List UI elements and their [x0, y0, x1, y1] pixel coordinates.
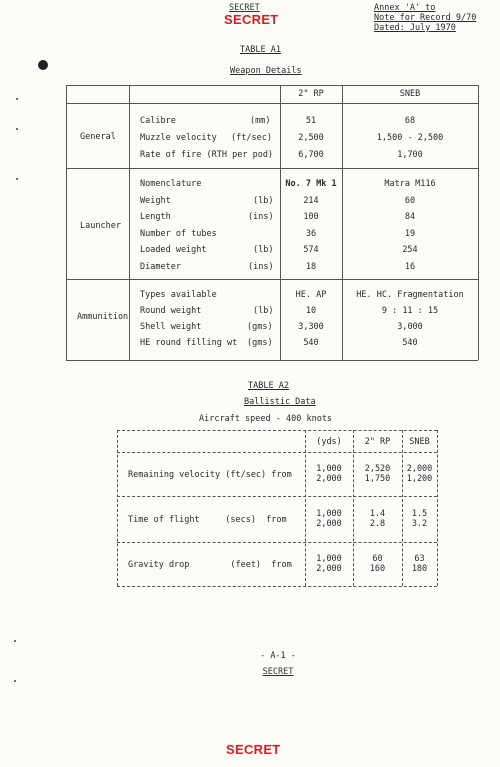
- cell-line: 2,520: [364, 464, 391, 474]
- row-value-sneb: 540: [402, 338, 418, 348]
- cell-line: 180: [411, 564, 428, 574]
- row-param: Calibre: [140, 116, 176, 126]
- section-label-launcher: Launcher: [80, 221, 121, 231]
- cell-line: 1,750: [364, 474, 391, 484]
- row-value-rp: 3,300: [298, 322, 324, 332]
- row-param: Types available: [140, 290, 217, 300]
- row-param: Length: [140, 212, 171, 222]
- row-value-rp: 6,700: [298, 150, 324, 160]
- cell-line: 160: [369, 564, 386, 574]
- row-value-rp: 574: [303, 245, 319, 255]
- row-param: Round weight: [140, 306, 202, 316]
- cell-line: 1.4: [369, 509, 386, 519]
- scan-speck: [14, 680, 16, 682]
- table-a2-header-yds: (yds): [316, 437, 342, 447]
- row-value-rp: 51: [305, 116, 317, 126]
- table-a1-divider: [280, 85, 281, 360]
- table-a1-section-border: [66, 279, 478, 280]
- row-unit: (gms): [247, 322, 273, 332]
- scan-speck: [16, 128, 18, 130]
- cell-line: 1,000: [316, 554, 342, 564]
- table-a2-cell-rp: [353, 509, 402, 529]
- annex-line: Dated: July 1970: [374, 23, 456, 33]
- hole-punch-mark: [38, 60, 48, 70]
- row-value-rp: 36: [305, 229, 317, 239]
- row-param: Weight: [140, 196, 171, 206]
- table-a2-right-border: [437, 430, 438, 586]
- table-a2-bottom-border: [117, 586, 437, 587]
- row-unit: (ins): [248, 212, 274, 222]
- table-a1-section-border: [66, 168, 478, 169]
- cell-line: 2.8: [369, 519, 386, 529]
- row-unit: (ins): [248, 262, 274, 272]
- annex-line: Annex 'A' to: [374, 3, 436, 13]
- table-a2-aircraft-speed: Aircraft speed - 400 knots: [199, 414, 333, 424]
- table-a1-right-border: [478, 85, 479, 360]
- row-value-sneb: 9 : 11 : 15: [381, 306, 439, 316]
- row-unit: (mm): [250, 116, 271, 126]
- cell-line: 1,200: [406, 474, 433, 484]
- cell-line: 1.5: [411, 509, 428, 519]
- table-a2-row-label: Time of flight (secs) from: [128, 515, 287, 525]
- table-a2-row-border: [117, 542, 437, 543]
- section-label-general: General: [80, 132, 116, 142]
- table-a2-cell-sneb: [402, 554, 437, 574]
- cell-line: 2,000: [316, 519, 342, 529]
- table-a2-cell-yds: [305, 464, 353, 484]
- table-a2-subtitle: Ballistic Data: [244, 397, 316, 407]
- row-param: Diameter: [140, 262, 181, 272]
- row-unit: (lb): [253, 306, 274, 316]
- row-value-sneb: 16: [404, 262, 416, 272]
- cell-line: 2,000: [316, 564, 342, 574]
- row-value-sneb: 19: [404, 229, 416, 239]
- section-label-ammunition: Ammunition: [77, 312, 129, 322]
- table-a2-title: TABLE A2: [248, 381, 289, 391]
- row-value-rp: 100: [303, 212, 319, 222]
- row-param: Nomenclature: [140, 179, 202, 189]
- table-a2-header-rp: 2" RP: [364, 437, 391, 447]
- cell-line: 3.2: [411, 519, 428, 529]
- row-value-sneb: HE. HC. Fragmentation: [356, 290, 464, 300]
- page-number: - A-1 -: [260, 651, 296, 661]
- row-param: Number of tubes: [140, 229, 217, 239]
- table-a1-top-border: [66, 85, 478, 86]
- row-param: Muzzle velocity: [140, 133, 217, 143]
- cell-line: 60: [372, 554, 383, 564]
- table-a1-divider: [129, 85, 130, 360]
- table-a1-left-border: [66, 85, 67, 360]
- cell-line: 2,000: [406, 464, 433, 474]
- row-param: Rate of fire (RTH per pod): [140, 150, 274, 160]
- row-value-rp: 214: [303, 196, 319, 206]
- table-a2-cell-rp: [353, 554, 402, 574]
- row-unit: (gms): [247, 338, 273, 348]
- table-a1-divider: [342, 85, 343, 360]
- row-value-sneb: 60: [404, 196, 416, 206]
- header-classification-stamp: SECRET: [224, 12, 279, 27]
- header-classification-typed: SECRET: [229, 3, 260, 13]
- row-value-rp: 10: [305, 306, 317, 316]
- row-value-sneb: 68: [404, 116, 416, 126]
- row-unit: (lb): [253, 196, 274, 206]
- table-a2-row-label: Remaining velocity (ft/sec) from: [128, 470, 292, 480]
- table-a2-cell-sneb: [402, 509, 437, 529]
- table-a2-cell-rp: [353, 464, 402, 484]
- row-value-rp: 540: [303, 338, 319, 348]
- scan-speck: [16, 98, 18, 100]
- table-a2-row-label: Gravity drop (feet) from: [128, 560, 292, 570]
- cell-line: 2,000: [316, 474, 342, 484]
- row-value-sneb: 1,500 - 2,500: [376, 133, 444, 143]
- footer-classification-stamp: SECRET: [226, 742, 281, 757]
- cell-line: 1,000: [316, 464, 342, 474]
- row-param: Shell weight: [140, 322, 202, 332]
- row-value-rp: No. 7 Mk 1: [285, 179, 337, 189]
- table-a2-cell-sneb: [402, 464, 437, 484]
- table-a2-header-sneb: SNEB: [409, 437, 430, 447]
- annex-line: Note for Record 9/70: [374, 13, 477, 23]
- row-value-rp: 18: [305, 262, 317, 272]
- annex-reference: [374, 3, 476, 33]
- row-value-sneb: 1,700: [397, 150, 423, 160]
- scan-speck: [16, 178, 18, 180]
- cell-line: 63: [414, 554, 425, 564]
- table-a2-row-border: [117, 496, 437, 497]
- table-a1-header-border: [66, 103, 478, 104]
- table-a2-cell-yds: [305, 509, 353, 529]
- table-a2-top-border: [117, 430, 437, 431]
- row-value-sneb: 3,000: [397, 322, 423, 332]
- table-a1-header-sneb: SNEB: [399, 89, 421, 99]
- cell-line: 1,000: [316, 509, 342, 519]
- row-param: Loaded weight: [140, 245, 207, 255]
- table-a1-title: TABLE A1: [240, 45, 281, 55]
- scan-speck: [14, 640, 16, 642]
- table-a1-subtitle: Weapon Details: [230, 66, 302, 76]
- table-a2-left-border: [117, 430, 118, 586]
- row-param: HE round filling wt: [140, 338, 238, 348]
- row-value-rp: HE. AP: [295, 290, 327, 300]
- footer-classification-typed: SECRET: [262, 667, 294, 677]
- row-unit: (ft/sec): [231, 133, 272, 143]
- table-a2-cell-yds: [305, 554, 353, 574]
- row-value-sneb: Matra M116: [384, 179, 436, 189]
- row-unit: (lb): [253, 245, 274, 255]
- table-a2-header-border: [117, 452, 437, 453]
- table-a1-header-rp: 2" RP: [298, 89, 324, 99]
- table-a1-bottom-border: [66, 360, 478, 361]
- row-value-sneb: 84: [404, 212, 416, 222]
- row-value-rp: 2,500: [298, 133, 324, 143]
- row-value-sneb: 254: [402, 245, 418, 255]
